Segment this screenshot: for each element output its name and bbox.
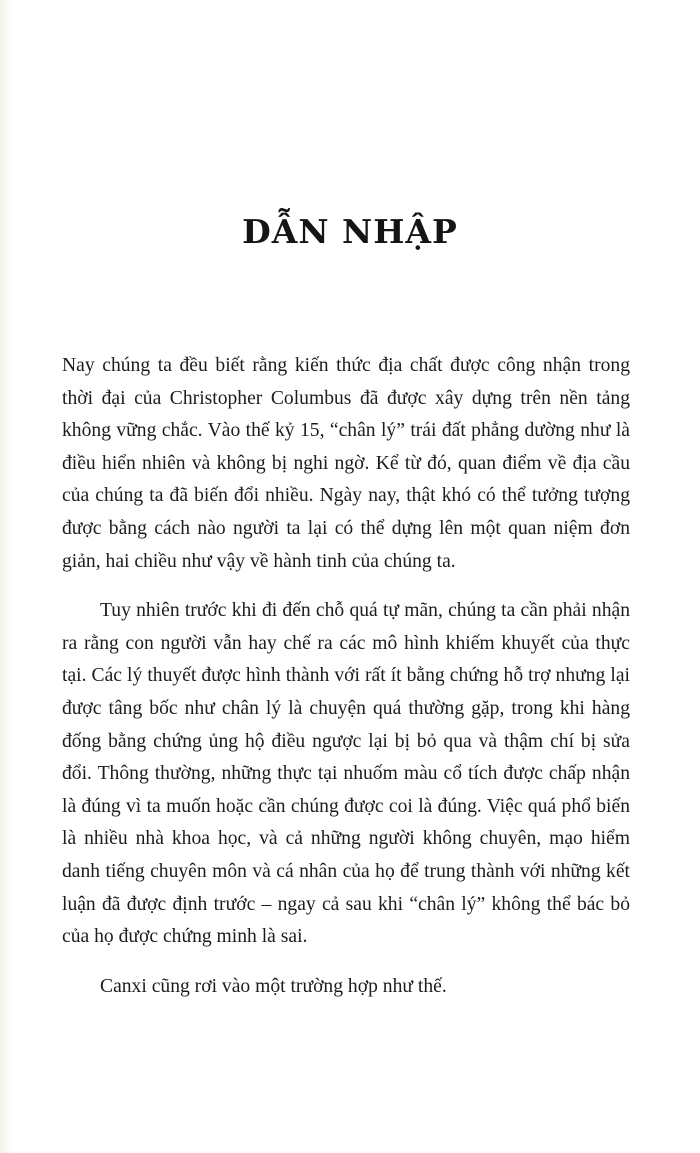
paragraph-1: Nay chúng ta đều biết rằng kiến thức địa chất được công nhận trong thời đại của Christopher Columbus đã được xây dựng trên nền tảng không vững chắc. Vào thế kỷ 15, “chân lý” trái đất phẳng dường như là điều hiển nhiên và không bị nghi ngờ. Kể từ đó, quan điểm về địa cầu của chúng ta đã biến đổi nhiều. Ngày nay, thật khó có thể tưởng tượng được bằng cách nào người ta lại có thể dựng lên một quan niệm đơn giản, hai chiều như vậy về hành tinh của chúng ta. [62,355,630,572]
chapter-title: DẪN NHẬP [242,212,458,251]
paragraph-3: Canxi cũng rơi vào một trường hợp như thế. [100,975,447,997]
paragraph-2: Tuy nhiên trước khi đi đến chỗ quá tự mãn, chúng ta cần phải nhận ra rằng con người vẫn hay chế ra các mô hình khiếm khuyết của thực tại. Các lý thuyết được hình thành với rất ít bằng chứng hỗ trợ nhưng lại được tâng bốc như chân lý là chuyện quá thường gặp, trong khi hàng đống bằng chứng ủng hộ điều ngược lại bị bỏ qua và thậm chí bị sửa đổi. Thông thường, những thực tại nhuốm màu cổ tích được chấp nhận là đúng vì ta muốn hoặc cần chúng được coi là đúng. Việc quá phổ biến là nhiều nhà khoa học, và cả những người không chuyên, mạo hiểm danh tiếng chuyên môn và cá nhân của họ để trung thành với những kết luận đã được định trước – ngay cả sau khi “chân lý” không thể bác bỏ của họ được chứng minh là sai. [62,600,630,948]
chapter-body [62,350,630,1020]
